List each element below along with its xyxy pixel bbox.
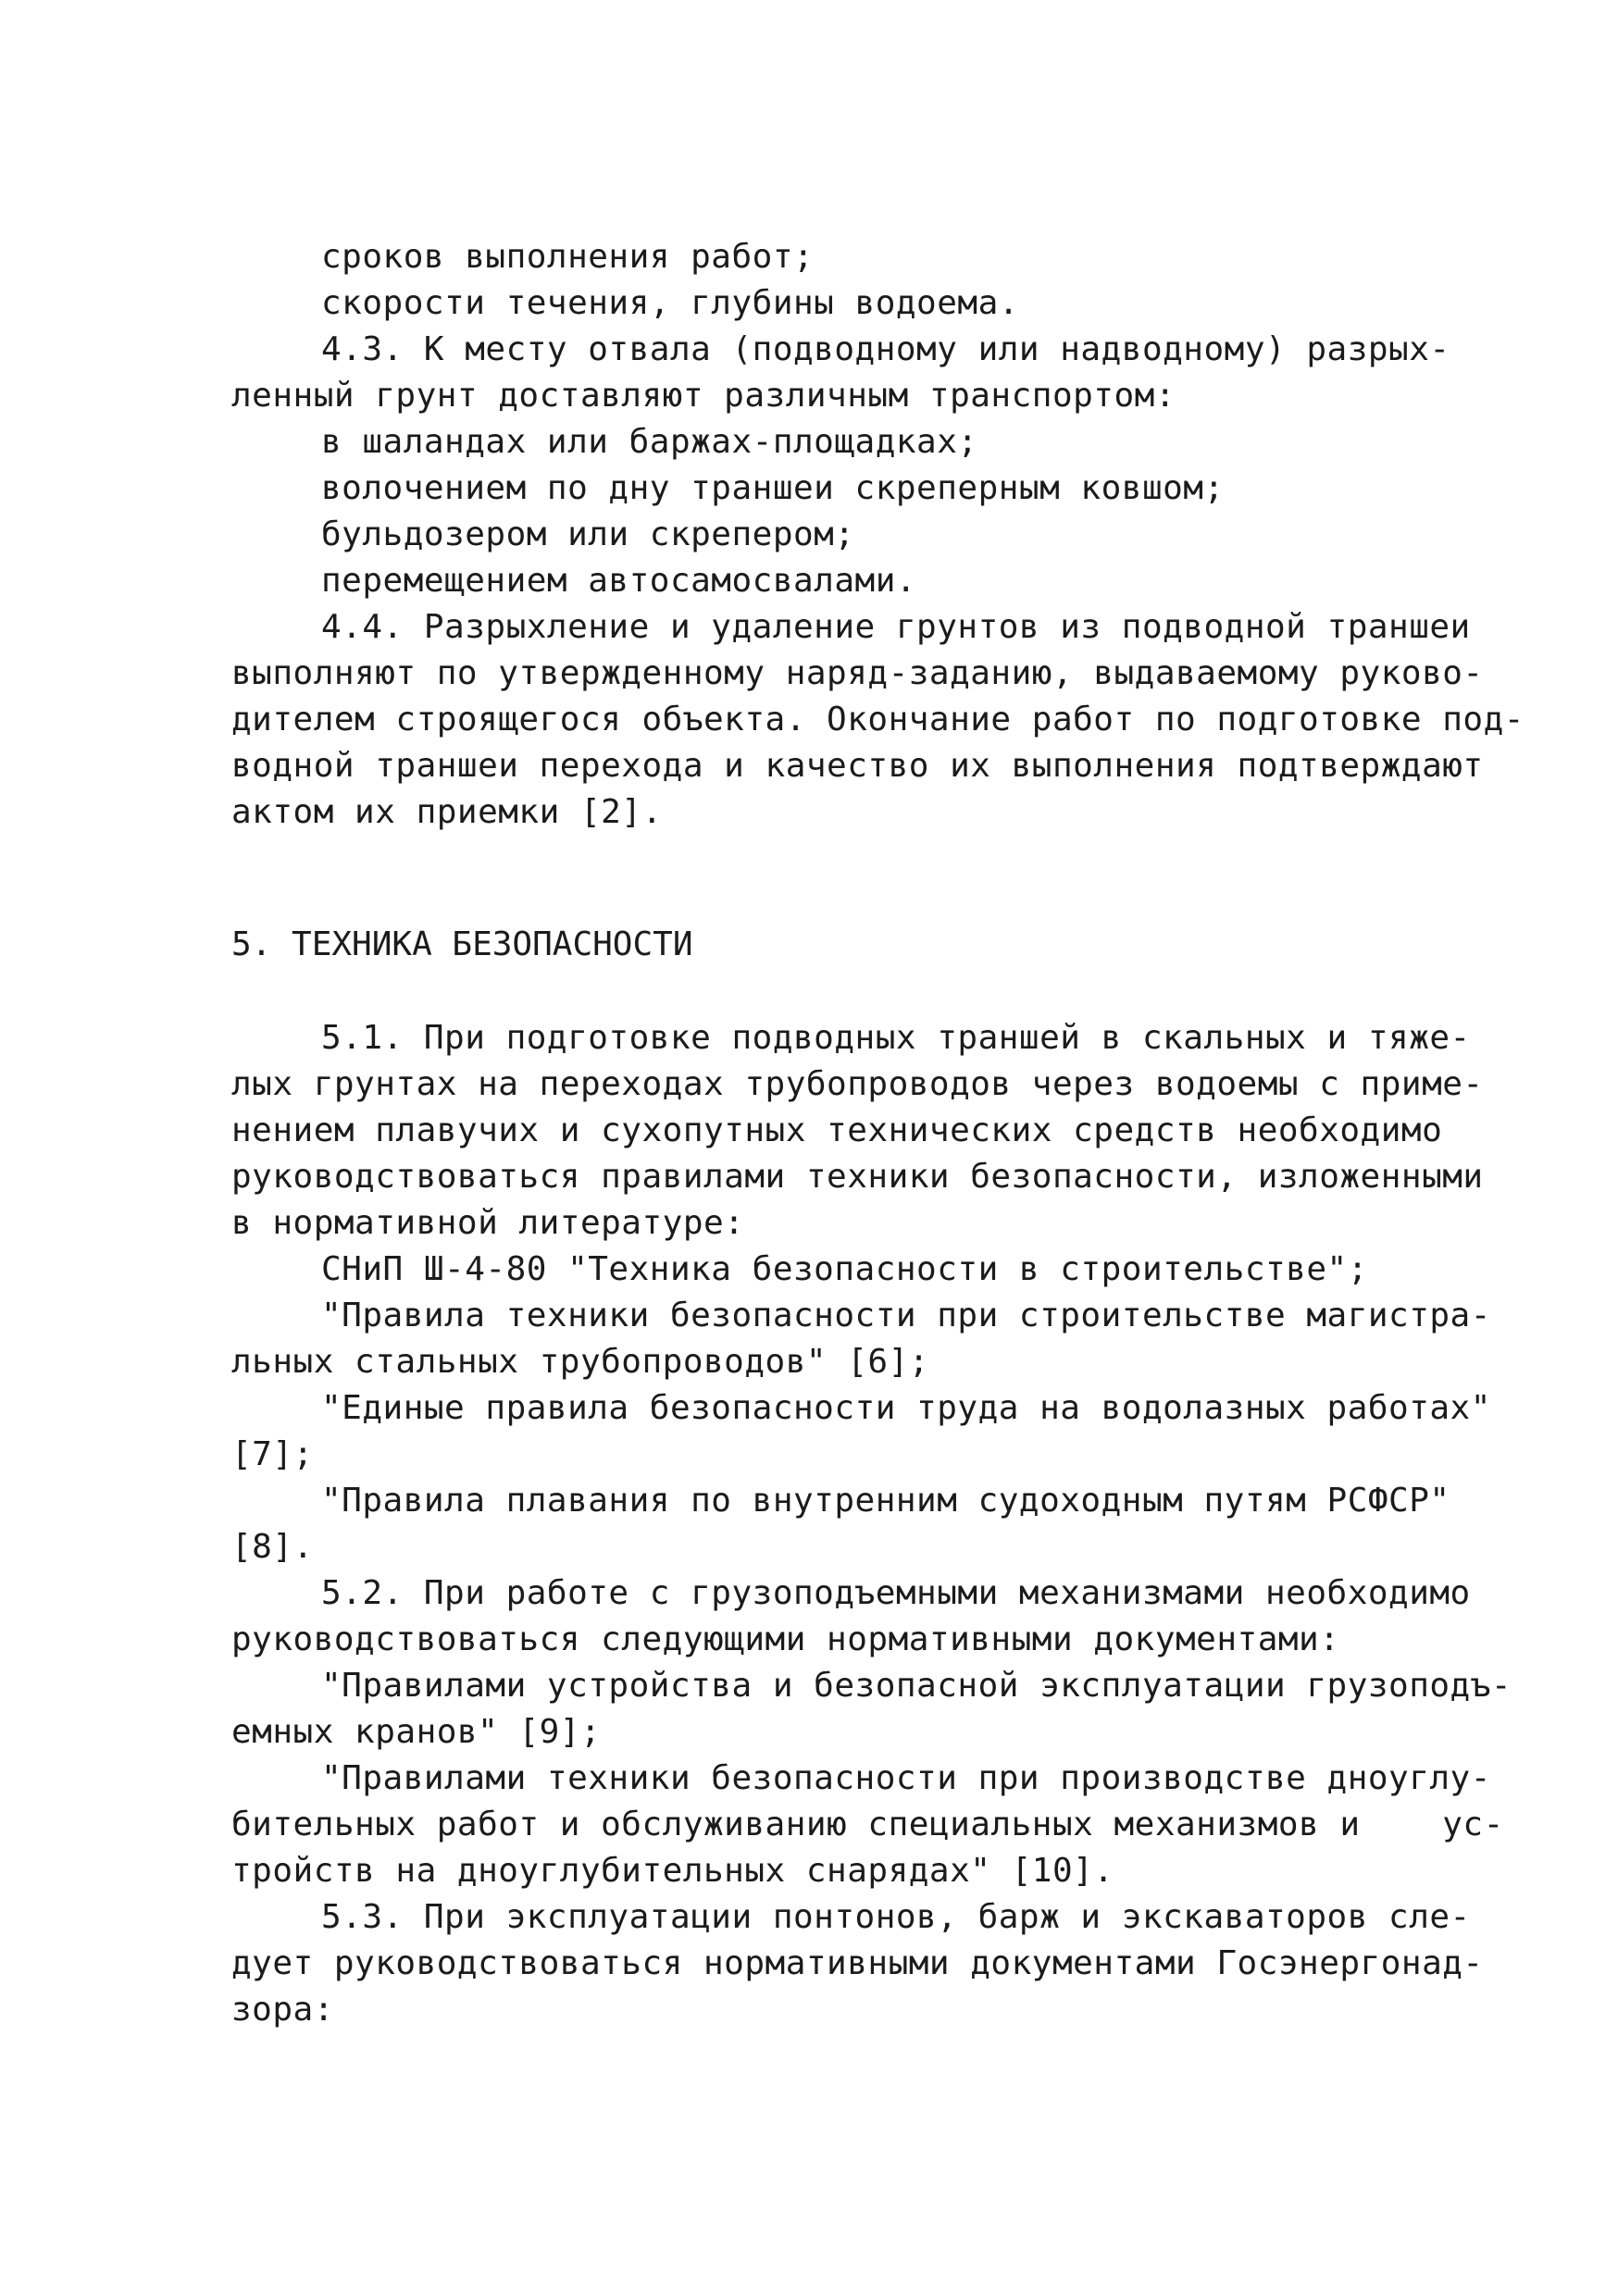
text-line: нением плавучих и сухопутных технических средств необходимо: [231, 1111, 1443, 1149]
text-line: 4.4. Разрыхление и удаление грунтов из подводной траншеи: [321, 608, 1471, 646]
text-line: [8].: [231, 1528, 314, 1566]
text-line: в шаландах или баржах-площадках;: [321, 423, 978, 461]
text-line: дителем строящегося объекта. Окончание работ по подготовке под-: [231, 701, 1525, 738]
text-line: волочением по дну траншеи скреперным ковшом;: [321, 469, 1225, 507]
text-line: "Правила плавания по внутренним судоходным путям РСФСР": [321, 1482, 1450, 1520]
text-line: льных стальных трубопроводов" [6];: [231, 1343, 929, 1381]
text-line: емных кранов" [9];: [231, 1713, 602, 1751]
text-line: сроков выполнения работ;: [321, 238, 815, 276]
text-line: перемещением автосамосвалами.: [321, 562, 917, 600]
text-line: 5.2. При работе с грузоподъемными механизмами необходимо: [321, 1574, 1471, 1612]
text-line: в нормативной литературе:: [231, 1204, 745, 1242]
text-line: 4.3. К месту отвала (подводному или надводному) разрых-: [321, 330, 1450, 368]
text-line: актом их приемки [2].: [231, 793, 663, 831]
section-heading: 5. ТЕХНИКА БЕЗОПАСНОСТИ: [231, 925, 693, 963]
text-line: руководствоваться следующими нормативными документами:: [231, 1620, 1340, 1658]
text-line: СНиП Ш-4-80 "Техника безопасности в строительстве";: [321, 1250, 1368, 1288]
text-line: бительных работ и обслуживанию специальных механизмов и ус-: [231, 1806, 1504, 1843]
text-line: "Единые правила безопасности труда на водолазных работах": [321, 1389, 1491, 1427]
text-line: тройств на дноуглубительных снарядах" [10].: [231, 1852, 1114, 1890]
text-line: "Правилами устройства и безопасной эксплуатации грузоподъ-: [321, 1667, 1512, 1705]
text-line: бульдозером или скрепером;: [321, 515, 855, 553]
text-line: 5.1. При подготовке подводных траншей в скальных и тяже-: [321, 1019, 1471, 1057]
text-line: руководствоваться правилами техники безопасности, изложенными: [231, 1158, 1484, 1196]
text-line: скорости течения, глубины водоема.: [321, 284, 1019, 322]
text-line: 5.3. При эксплуатации понтонов, барж и экскаваторов сле-: [321, 1898, 1471, 1936]
text-line: водной траншеи перехода и качество их выполнения подтверждают: [231, 747, 1484, 785]
text-line: ленный грунт доставляют различным транспортом:: [231, 377, 1176, 415]
text-line: зора:: [231, 1991, 334, 2029]
text-line: "Правилами техники безопасности при производстве дноуглу-: [321, 1759, 1491, 1797]
text-line: выполняют по утвержденному наряд-заданию, выдаваемому руково-: [231, 654, 1484, 692]
text-line: дует руководствоваться нормативными документами Госэнергонад-: [231, 1944, 1484, 1982]
text-line: [7];: [231, 1435, 314, 1473]
text-line: "Правила техники безопасности при строительстве магистра-: [321, 1297, 1491, 1334]
text-line: лых грунтах на переходах трубопроводов через водоемы с приме-: [231, 1065, 1484, 1103]
